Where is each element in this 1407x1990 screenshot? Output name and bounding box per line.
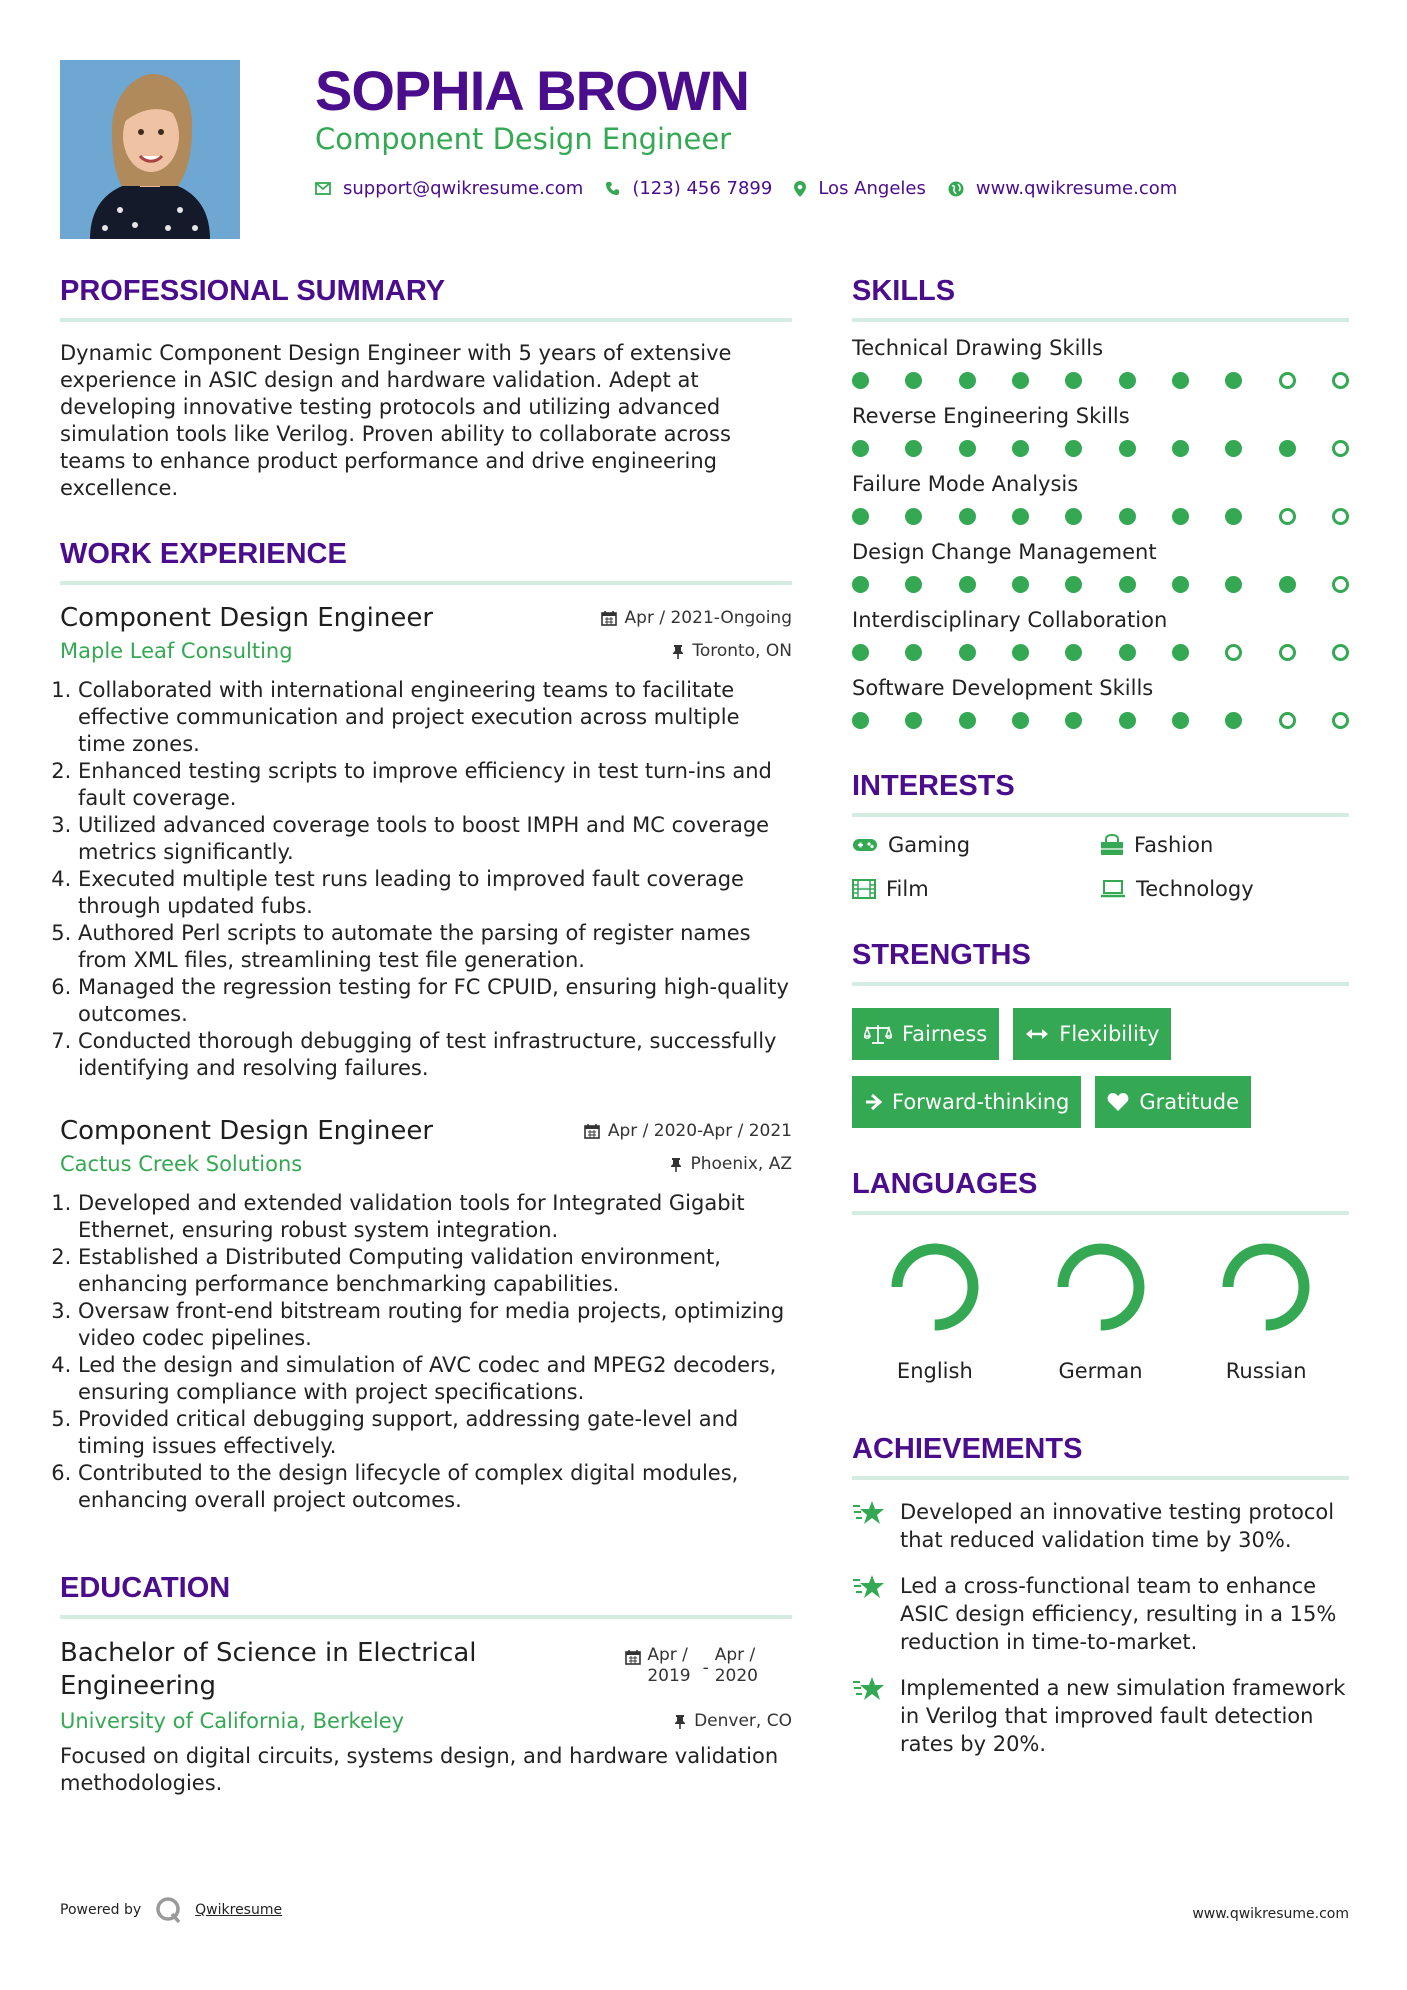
- language-level-ring: [887, 1239, 983, 1335]
- star-icon: [852, 1674, 886, 1704]
- job-bullet: 6. Contributed to the design lifecycle of complex digital modules, enhancing overall project outcomes.: [78, 1460, 792, 1514]
- experience-section: [60, 538, 792, 1514]
- education-heading: EDUCATION: [60, 1572, 792, 1619]
- job-bullet: 7. Conducted thorough debugging of test infrastructure, successfully identifying and resolving failures.: [78, 1028, 792, 1082]
- skills-list: [852, 336, 1349, 730]
- rating-dot-empty: [1279, 712, 1296, 729]
- rating-dot-filled: [1172, 440, 1189, 457]
- skill-rating: [852, 576, 1349, 594]
- rating-dot-filled: [1225, 576, 1242, 593]
- language-name: English: [896, 1359, 973, 1383]
- rating-dot-filled: [1065, 440, 1082, 457]
- rating-dot-filled: [1119, 372, 1136, 389]
- rating-dot-empty: [1332, 440, 1349, 457]
- rating-dot-filled: [959, 644, 976, 661]
- skills-section: [852, 275, 1349, 730]
- edu-start-year: 2019: [647, 1666, 691, 1686]
- job-bullet: 5. Authored Perl scripts to automate the parsing of register names from XML files, streamlining test file generation.: [78, 920, 792, 974]
- job-bullet: 2. Enhanced testing scripts to improve efficiency in test turn-ins and fault coverage.: [78, 758, 792, 812]
- rating-dot-filled: [1119, 644, 1136, 661]
- laptop-icon: [1100, 880, 1126, 898]
- phone-icon: [605, 181, 620, 196]
- heart-icon: [1107, 1092, 1129, 1112]
- language-item: [1183, 1239, 1349, 1383]
- edu-end-month: Apr /: [714, 1645, 756, 1665]
- interests-section: [852, 770, 1349, 901]
- contact-website[interactable]: [948, 178, 1177, 199]
- achievement-text: Implemented a new simulation framework in Verilog that improved fault detection rates by 20%.: [900, 1676, 1346, 1756]
- interest-item: [852, 877, 1100, 901]
- job-dates-text: Apr / 2021-Ongoing: [624, 608, 792, 628]
- rating-dot-filled: [959, 576, 976, 593]
- rating-dot-filled: [1279, 440, 1296, 457]
- skill-name: Reverse Engineering Skills: [852, 404, 1130, 428]
- job-bullet: 5. Provided critical debugging support, addressing gate-level and timing issues effectively.: [78, 1406, 792, 1460]
- rating-dot-filled: [1012, 508, 1029, 525]
- job-bullet: 1. Developed and extended validation tools for Integrated Gigabit Ethernet, ensuring robust system integration.: [78, 1190, 792, 1244]
- achievement-item: [852, 1572, 1349, 1656]
- rating-dot-filled: [959, 508, 976, 525]
- edu-date-dash: -: [702, 1658, 709, 1678]
- achievements-section: [852, 1433, 1349, 1758]
- rating-dot-filled: [1119, 440, 1136, 457]
- rating-dot-filled: [1012, 712, 1029, 729]
- skill-name: Interdisciplinary Collaboration: [852, 608, 1168, 632]
- rating-dot-filled: [1065, 644, 1082, 661]
- calendar-icon: [601, 610, 617, 626]
- rating-dot-filled: [1225, 508, 1242, 525]
- rating-dot-filled: [1279, 576, 1296, 593]
- skill-rating: [852, 508, 1349, 526]
- skill-name: Software Development Skills: [852, 676, 1154, 700]
- job-bullet: 6. Managed the regression testing for FC CPUID, ensuring high-quality outcomes.: [78, 974, 792, 1028]
- rating-dot-empty: [1225, 644, 1242, 661]
- job-dates: [601, 608, 792, 628]
- shopping-bag-icon: [1100, 834, 1124, 856]
- star-icon: [852, 1572, 886, 1602]
- experience-heading: WORK EXPERIENCE: [60, 538, 792, 585]
- interest-item: [1100, 833, 1348, 857]
- envelope-icon: [315, 182, 331, 195]
- education-location-text: Denver, CO: [694, 1711, 792, 1731]
- qwikresume-link[interactable]: Qwikresume: [195, 1902, 283, 1918]
- achievement-text: Developed an innovative testing protocol that reduced validation time by 30%.: [900, 1500, 1335, 1552]
- interest-label: Fashion: [1134, 833, 1214, 857]
- rating-dot-empty: [1279, 644, 1296, 661]
- footer-powered-by: [60, 1896, 282, 1924]
- map-marker-icon: [794, 181, 806, 197]
- rating-dot-filled: [905, 712, 922, 729]
- summary-heading: PROFESSIONAL SUMMARY: [60, 275, 792, 322]
- right-column: [852, 275, 1349, 1758]
- rating-dot-filled: [852, 372, 869, 389]
- rating-dot-filled: [905, 508, 922, 525]
- rating-dot-filled: [959, 712, 976, 729]
- achievements-list: [852, 1498, 1349, 1758]
- contact-phone[interactable]: [605, 178, 772, 199]
- rating-dot-filled: [905, 576, 922, 593]
- job-bullet: 3. Oversaw front-end bitstream routing for media projects, optimizing video codec pipelines.: [78, 1298, 792, 1352]
- rating-dot-filled: [1119, 576, 1136, 593]
- skill-rating: [852, 440, 1349, 458]
- rating-dot-filled: [1225, 712, 1242, 729]
- job-bullets: [60, 1190, 792, 1514]
- skill-item: [852, 472, 1349, 526]
- interest-item: [1100, 877, 1348, 901]
- achievement-item: [852, 1498, 1349, 1554]
- rating-dot-empty: [1332, 372, 1349, 389]
- rating-dot-filled: [1172, 508, 1189, 525]
- rating-dot-empty: [1332, 576, 1349, 593]
- interest-item: [852, 833, 1100, 857]
- skill-item: [852, 676, 1349, 730]
- rating-dot-filled: [1172, 576, 1189, 593]
- job-bullet: 4. Executed multiple test runs leading to improved fault coverage through updated fubs.: [78, 866, 792, 920]
- email-text: support@qwikresume.com: [343, 178, 584, 199]
- rating-dot-filled: [852, 440, 869, 457]
- rating-dot-filled: [1172, 644, 1189, 661]
- gamepad-icon: [852, 837, 878, 853]
- job-entry: [60, 1116, 792, 1514]
- strength-label: Forward-thinking: [892, 1090, 1070, 1114]
- job-title: Component Design Engineer: [60, 1116, 434, 1146]
- language-level-ring: [1053, 1239, 1149, 1335]
- candidate-title: Component Design Engineer: [315, 122, 732, 156]
- rating-dot-filled: [852, 644, 869, 661]
- arrows-horizontal-icon: [1025, 1027, 1049, 1041]
- job-bullet: 4. Led the design and simulation of AVC codec and MPEG2 decoders, ensuring compliance with project specifications.: [78, 1352, 792, 1406]
- star-icon: [852, 1498, 886, 1528]
- interests-heading: INTERESTS: [852, 770, 1349, 817]
- left-column: [60, 275, 792, 1797]
- job-location: [670, 1154, 792, 1174]
- skill-name: Technical Drawing Skills: [852, 336, 1104, 360]
- languages-heading: LANGUAGES: [852, 1168, 1349, 1215]
- film-icon: [852, 879, 876, 899]
- rating-dot-filled: [1065, 508, 1082, 525]
- job-bullet: 3. Utilized advanced coverage tools to boost IMPH and MC coverage metrics significantly.: [78, 812, 792, 866]
- rating-dot-filled: [1065, 372, 1082, 389]
- language-name: German: [1058, 1359, 1143, 1383]
- pushpin-icon: [670, 1157, 682, 1172]
- company-name: Cactus Creek Solutions: [60, 1152, 303, 1176]
- powered-by-text: Powered by: [60, 1902, 142, 1918]
- job-title: Component Design Engineer: [60, 603, 434, 633]
- profile-photo: [60, 60, 240, 239]
- rating-dot-filled: [852, 712, 869, 729]
- skill-rating: [852, 712, 1349, 730]
- skill-rating: [852, 372, 1349, 390]
- qwikresume-logo-icon: [155, 1896, 183, 1924]
- skill-name: Failure Mode Analysis: [852, 472, 1079, 496]
- job-bullets: [60, 677, 792, 1082]
- strength-label: Fairness: [902, 1022, 988, 1046]
- rating-dot-filled: [1172, 372, 1189, 389]
- contact-email[interactable]: [315, 178, 583, 199]
- globe-icon: [948, 181, 964, 197]
- strength-badge: [1013, 1008, 1171, 1060]
- rating-dot-filled: [852, 508, 869, 525]
- rating-dot-filled: [852, 576, 869, 593]
- rating-dot-empty: [1279, 372, 1296, 389]
- language-level-ring: [1218, 1239, 1314, 1335]
- language-item: [852, 1239, 1018, 1383]
- strength-label: Gratitude: [1139, 1090, 1239, 1114]
- edu-end-year: 2020: [714, 1666, 758, 1686]
- website-text: www.qwikresume.com: [975, 178, 1178, 199]
- rating-dot-empty: [1332, 508, 1349, 525]
- arrow-right-icon: [864, 1093, 882, 1111]
- skill-item: [852, 608, 1349, 662]
- skills-heading: SKILLS: [852, 275, 1349, 322]
- rating-dot-filled: [905, 372, 922, 389]
- job-entry: [60, 603, 792, 1082]
- languages-section: [852, 1168, 1349, 1383]
- edu-start-month: Apr /: [647, 1645, 688, 1665]
- rating-dot-filled: [959, 372, 976, 389]
- job-location-text: Toronto, ON: [692, 641, 792, 661]
- job-location: [672, 641, 792, 661]
- pushpin-icon: [674, 1714, 686, 1729]
- rating-dot-empty: [1332, 712, 1349, 729]
- strength-badge: [1095, 1076, 1251, 1128]
- language-name: Russian: [1225, 1359, 1307, 1383]
- rating-dot-filled: [1012, 372, 1029, 389]
- strength-badge: [852, 1076, 1081, 1128]
- footer-website[interactable]: www.qwikresume.com: [1192, 1906, 1349, 1922]
- degree-title: Bachelor of Science in Electrical Engineering: [60, 1638, 477, 1701]
- languages-list: [852, 1239, 1349, 1383]
- job-dates-text: Apr / 2020-Apr / 2021: [607, 1121, 792, 1141]
- rating-dot-filled: [959, 440, 976, 457]
- education-section: [60, 1572, 792, 1797]
- rating-dot-filled: [1119, 712, 1136, 729]
- rating-dot-filled: [1065, 712, 1082, 729]
- balance-scale-icon: [864, 1023, 892, 1045]
- strengths-section: [852, 939, 1349, 1144]
- rating-dot-filled: [1172, 712, 1189, 729]
- school-name: University of California, Berkeley: [60, 1709, 405, 1733]
- rating-dot-filled: [1065, 576, 1082, 593]
- summary-text: Dynamic Component Design Engineer with 5 years of extensive experience in ASIC design and hardware validation. Adept at developing innovative testing protocols and utilizing advanced simulation tools like Verilog. Proven ability to collaborate across teams to enhance product performance and drive engineering excellence.: [60, 341, 732, 500]
- rating-dot-filled: [905, 440, 922, 457]
- job-dates: [584, 1121, 792, 1141]
- rating-dot-filled: [1012, 576, 1029, 593]
- achievements-heading: ACHIEVEMENTS: [852, 1433, 1349, 1480]
- phone-text: (123) 456 7899: [632, 178, 773, 199]
- language-item: [1018, 1239, 1184, 1383]
- summary-section: [60, 275, 792, 502]
- calendar-icon: [584, 1123, 600, 1139]
- contact-bar: [315, 178, 1199, 199]
- skill-item: [852, 540, 1349, 594]
- strength-label: Flexibility: [1059, 1022, 1160, 1046]
- job-location-text: Phoenix, AZ: [690, 1154, 792, 1174]
- rating-dot-filled: [1012, 644, 1029, 661]
- rating-dot-filled: [1225, 440, 1242, 457]
- skill-name: Design Change Management: [852, 540, 1157, 564]
- rating-dot-filled: [1012, 440, 1029, 457]
- contact-location: [794, 178, 926, 199]
- interest-label: Technology: [1136, 877, 1254, 901]
- location-text: Los Angeles: [818, 178, 926, 199]
- rating-dot-filled: [1225, 372, 1242, 389]
- rating-dot-filled: [905, 644, 922, 661]
- skill-item: [852, 404, 1349, 458]
- interest-label: Gaming: [888, 833, 971, 857]
- strength-badge: [852, 1008, 999, 1060]
- calendar-icon: [625, 1649, 641, 1665]
- strengths-heading: STRENGTHS: [852, 939, 1349, 986]
- pushpin-icon: [672, 644, 684, 659]
- skill-rating: [852, 644, 1349, 662]
- rating-dot-empty: [1332, 644, 1349, 661]
- achievement-text: Led a cross-functional team to enhance ASIC design efficiency, resulting in a 15% reduction in time-to-market.: [900, 1574, 1337, 1654]
- rating-dot-filled: [1119, 508, 1136, 525]
- candidate-name: SOPHIA BROWN: [315, 59, 749, 122]
- skill-item: [852, 336, 1349, 390]
- rating-dot-empty: [1279, 508, 1296, 525]
- education-dates: [625, 1645, 792, 1703]
- job-bullet: 1. Collaborated with international engineering teams to facilitate effective communication and project execution across multiple time zones.: [78, 677, 792, 758]
- education-location: [674, 1711, 792, 1731]
- interest-label: Film: [886, 877, 929, 901]
- job-bullet: 2. Established a Distributed Computing validation environment, enhancing performance benchmarking capabilities.: [78, 1244, 792, 1298]
- company-name: Maple Leaf Consulting: [60, 639, 293, 663]
- education-description: Focused on digital circuits, systems design, and hardware validation methodologies.: [60, 1744, 779, 1795]
- achievement-item: [852, 1674, 1349, 1758]
